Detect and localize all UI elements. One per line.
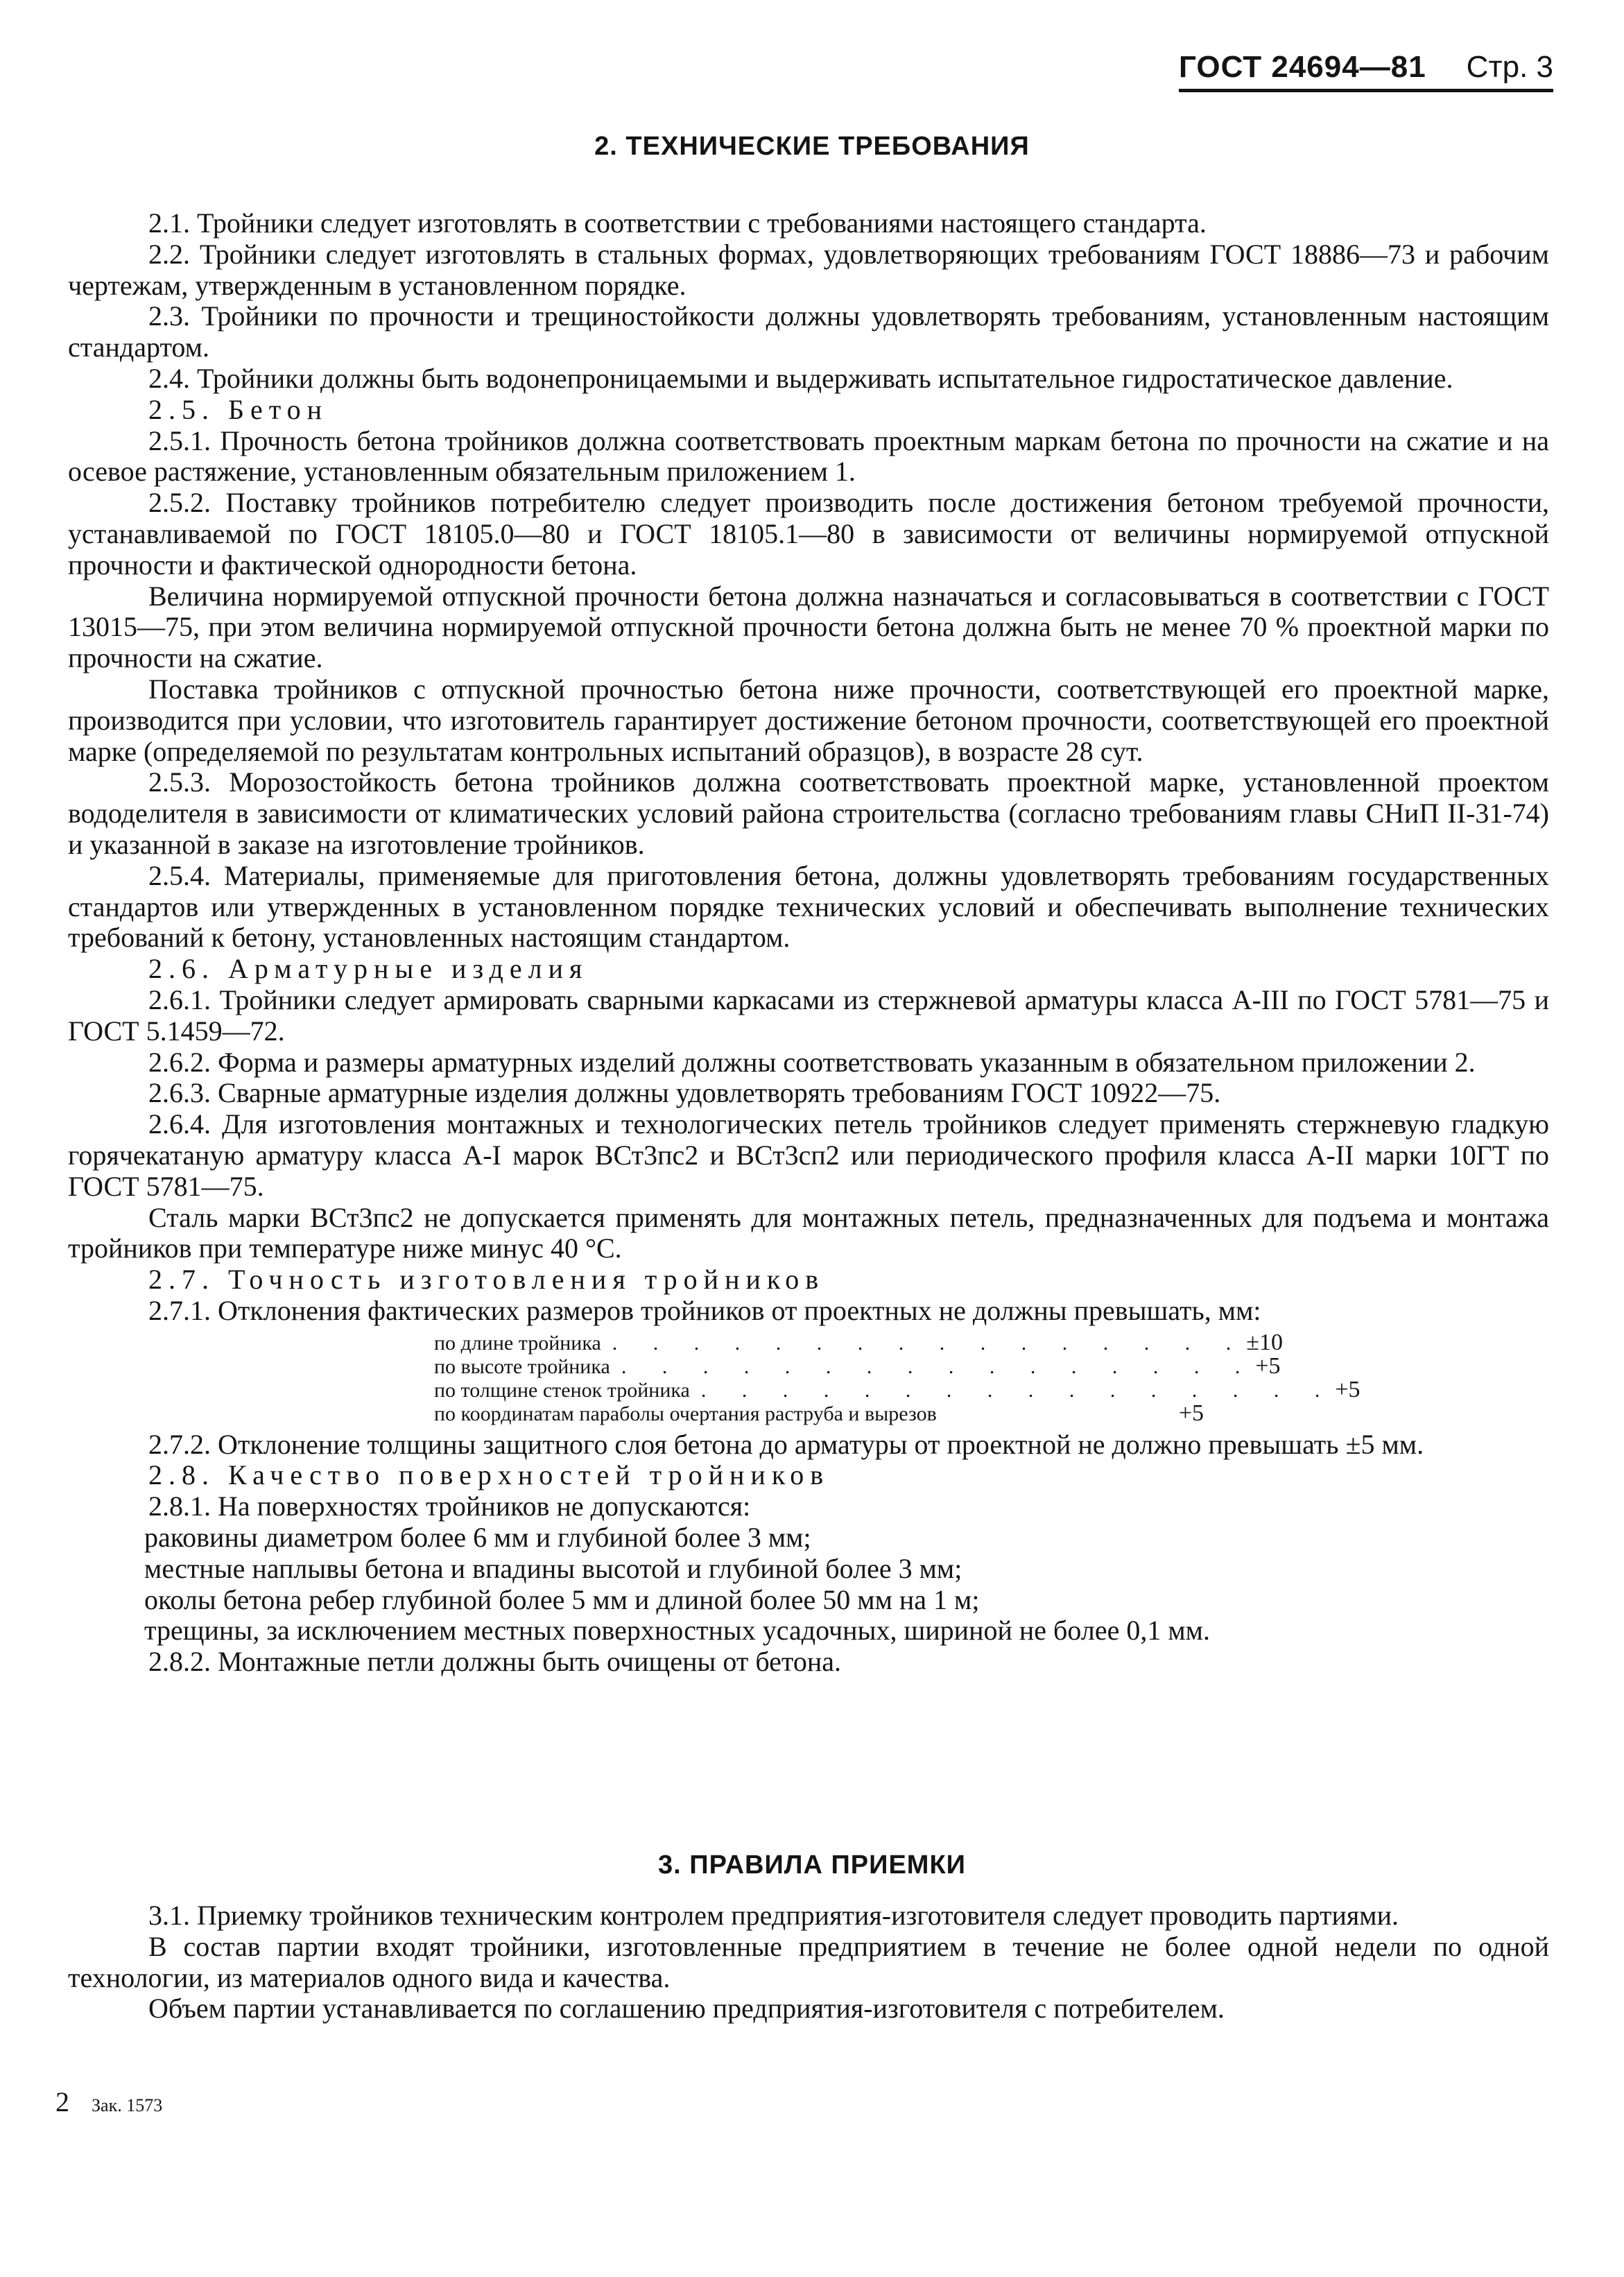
tolerance-value: +5: [1178, 1400, 1204, 1426]
paragraph-2-6-1: 2.6.1. Тройники следует армировать сварными каркасами из стержневой арматуры класса A-III по ГОСТ 5781—75 и ГОСТ 5.1459—72.: [68, 983, 1549, 1047]
defect-item: трещины, за исключением местных поверхностных усадочных, шириной не более 0,1 мм.: [144, 1615, 1210, 1647]
section-3-title: 3. ПРАВИЛА ПРИЕМКИ: [658, 1850, 966, 1880]
tolerance-value: ±10: [1246, 1329, 1283, 1355]
paragraph-2-8-2: 2.8.2. Монтажные петли должны быть очищены от бетона.: [148, 1646, 842, 1678]
running-header: [1179, 50, 1553, 92]
paragraph-release-strength: Величина нормируемой отпускной прочности бетона должна назначаться и согласовываться в соответствии с ГОСТ 13015—75, при этом величина нормируемой отпускной прочности бетона должна быть не менее 70 % проектной марки по прочности на сжатие.: [68, 580, 1549, 674]
paragraph-2-2: 2.2. Тройники следует изготовлять в стальных формах, удовлетворяющих требованиям ГОСТ 18886—73 и рабочим чертежам, утвержденным в установленном порядке.: [68, 238, 1549, 301]
leader-dots: . . . . . . . . . . . . . . . .: [612, 1331, 1247, 1355]
section-3-body: [68, 1900, 1549, 2025]
subheading-2-6: 2.6. Арматурные изделия: [148, 953, 589, 985]
standard-number: ГОСТ 24694—81: [1179, 50, 1426, 84]
paragraph-2-4: 2.4. Тройники должны быть водонепроницаемыми и выдерживать испытательное гидростатическое давление.: [148, 362, 1453, 394]
tolerance-row: [434, 1402, 1204, 1425]
tolerance-label: по координатам параболы очертания раструба и вырезов: [434, 1402, 937, 1425]
paragraph-2-5-4: 2.5.4. Материалы, применяемые для приготовления бетона, должны удовлетворять требованиям государственных стандартов или утвержденных в установленном порядке технических условий и обеспечивать выполнение технических требований к бетону, установленных настоящим стандартом.: [68, 859, 1549, 954]
paragraph-2-7-1: 2.7.1. Отклонения фактических размеров тройников от проектных не должны превышать, мм:: [148, 1294, 1261, 1326]
tolerance-list: [434, 1329, 1360, 1426]
tolerance-row: [434, 1329, 1283, 1355]
tolerance-label: по длине тройника: [434, 1331, 601, 1355]
paragraph-3-1: 3.1. Приемку тройников техническим контролем предприятия-изготовителя следует проводить партиями.: [148, 1900, 1399, 1931]
subheading-2-5: 2.5. Бетон: [148, 393, 329, 425]
paragraph-2-5-3: 2.5.3. Морозостойкость бетона тройников должна соответствовать проектной марке, установленной проектом вододелителя в зависимости от климатических условий района строительства (согласно требованиям главы СНиП II-31-74) и указанной в заказе на изготовление тройников.: [68, 766, 1549, 860]
paragraph-2-6-4: 2.6.4. Для изготовления монтажных и технологических петель тройников следует применять стержневую гладкую горячекатаную арматуру класса A-I марок ВСт3пс2 и ВСт3сп2 или периодического профиля класса A-II марки 10ГТ по ГОСТ 5781—75.: [68, 1108, 1549, 1202]
leader-dots: . . . . . . . . . . . . . . . .: [621, 1355, 1256, 1378]
tolerance-row: [434, 1352, 1281, 1379]
tolerance-value: +5: [1335, 1376, 1360, 1402]
paragraph-steel-grade: Сталь марки ВСт3пс2 не допускается применять для монтажных петель, предназначенных для подъема и монтажа тройников при температуре ниже минус 40 °С.: [68, 1201, 1549, 1264]
paragraph-2-5-1: 2.5.1. Прочность бетона тройников должна соответствовать проектным маркам бетона по прочности на сжатие и на осевое растяжение, установленным обязательным приложением 1.: [68, 424, 1549, 488]
defect-item: местные наплывы бетона и впадины высотой и глубиной более 3 мм;: [144, 1552, 962, 1584]
paragraph-2-8-1: 2.8.1. На поверхностях тройников не допускаются:: [148, 1490, 751, 1522]
page-number: Стр. 3: [1466, 50, 1553, 84]
tolerance-value: +5: [1255, 1352, 1281, 1379]
sheet-number: 2: [55, 2086, 69, 2117]
order-number: Зак. 1573: [92, 2095, 163, 2115]
defect-item: околы бетона ребер глубиной более 5 мм и длиной более 50 мм на 1 м;: [144, 1583, 980, 1615]
tolerance-row: [434, 1376, 1360, 1402]
tolerance-label: по толщине стенок тройника: [434, 1378, 690, 1402]
paragraph-2-6-3: 2.6.3. Сварные арматурные изделия должны удовлетворять требованиям ГОСТ 10922—75.: [148, 1077, 1221, 1109]
defect-item: раковины диаметром более 6 мм и глубиной более 3 мм;: [144, 1522, 811, 1554]
paragraph-2-1: 2.1. Тройники следует изготовлять в соответствии с требованиями настоящего стандарта.: [148, 207, 1207, 239]
tolerance-label: по высоте тройника: [434, 1355, 610, 1378]
paragraph-batch-composition: В состав партии входят тройники, изготовленные предприятием в течение не более одной недели по одной технологии, из материалов одного вида и качества.: [68, 1930, 1549, 1993]
leader-dots: . . . . . . . . . . . . . . . .: [700, 1378, 1336, 1402]
subheading-2-8: 2.8. Качество поверхностей тройников: [148, 1459, 830, 1491]
paragraph-2-5-2: 2.5.2. Поставку тройников потребителю следует производить после достижения бетоном требуемой прочности, устанавливаемой по ГОСТ 18105.0—80 и ГОСТ 18105.1—80 в зависимости от величины нормируемой отпускной прочности и фактической однородности бетона.: [68, 487, 1549, 581]
subheading-2-7: 2.7. Точность изготовления тройников: [148, 1264, 825, 1296]
page-footer: [55, 2086, 162, 2118]
paragraph-2-7-2: 2.7.2. Отклонение толщины защитного слоя бетона до арматуры от проектной не должно превышать ±5 мм.: [148, 1428, 1424, 1460]
paragraph-delivery-condition: Поставка тройников с отпускной прочностью бетона ниже прочности, соответствующей его проектной марке, производится при условии, что изготовитель гарантирует достижение бетоном прочности, соответствующей его проектной марке (определяемой по результатам контрольных испытаний образцов), в возрасте 28 сут.: [68, 673, 1549, 767]
paragraph-2-3: 2.3. Тройники по прочности и трещиностойкости должны удовлетворять требованиям, установленным настоящим стандартом.: [68, 300, 1549, 363]
paragraph-batch-size: Объем партии устанавливается по соглашению предприятия-изготовителя с потребителем.: [148, 1993, 1225, 2025]
paragraph-2-6-2: 2.6.2. Форма и размеры арматурных изделий должны соответствовать указанным в обязательном приложении 2.: [148, 1046, 1476, 1078]
section-2-title: 2. ТЕХНИЧЕСКИЕ ТРЕБОВАНИЯ: [594, 132, 1030, 161]
section-2-body: [68, 208, 1549, 1678]
